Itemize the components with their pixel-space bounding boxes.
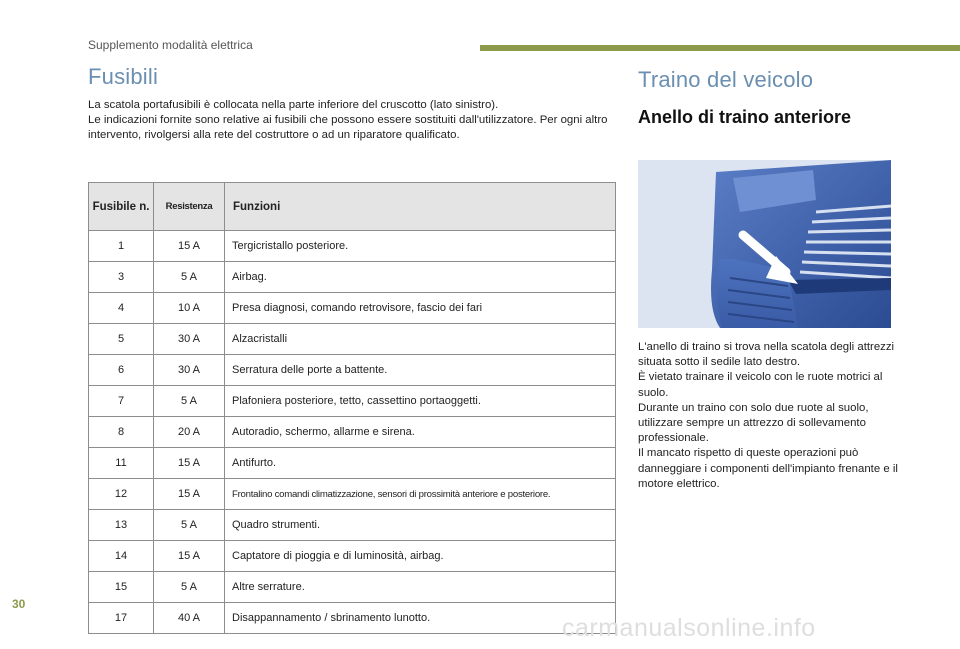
seat-underside-illustration bbox=[638, 160, 891, 328]
fuse-number-cell: 14 bbox=[89, 541, 154, 572]
function-cell: Frontalino comandi climatizzazione, sensori di prossimità anteriore e posteriore. bbox=[225, 479, 616, 510]
intro-paragraph: Le indicazioni fornite sono relative ai fusibili che possono essere sostituiti dall'utilizzatore. Per ogni altro intervento, rivolgersi alla rete del costruttore o ad un riparatore qualificato. bbox=[88, 114, 608, 141]
table-row bbox=[89, 386, 616, 417]
table-row bbox=[89, 293, 616, 324]
section-header: Supplemento modalità elettrica bbox=[88, 38, 253, 52]
function-cell: Serratura delle porte a battente. bbox=[225, 355, 616, 386]
resistance-cell: 40 A bbox=[154, 603, 225, 634]
table-row bbox=[89, 355, 616, 386]
resistance-cell: 5 A bbox=[154, 386, 225, 417]
fuse-number-cell: 17 bbox=[89, 603, 154, 634]
fuse-number-cell: 5 bbox=[89, 324, 154, 355]
fuse-number-cell: 7 bbox=[89, 386, 154, 417]
function-cell: Disappannamento / sbrinamento lunotto. bbox=[225, 603, 616, 634]
header-fuse-number: Fusibile n. bbox=[89, 183, 154, 231]
header-accent-bar bbox=[480, 45, 960, 51]
resistance-cell: 5 A bbox=[154, 510, 225, 541]
table-row bbox=[89, 448, 616, 479]
traino-subtitle: Anello di traino anteriore bbox=[638, 107, 852, 127]
function-cell: Captatore di pioggia e di luminosità, airbag. bbox=[225, 541, 616, 572]
function-cell: Quadro strumenti. bbox=[225, 510, 616, 541]
table-row bbox=[89, 324, 616, 355]
traino-description bbox=[638, 340, 898, 492]
table-row bbox=[89, 262, 616, 293]
resistance-cell: 15 A bbox=[154, 541, 225, 572]
header-resistance: Resistenza bbox=[154, 183, 225, 231]
table-row bbox=[89, 572, 616, 603]
intro-paragraph: La scatola portafusibili è collocata nella parte inferiore del cruscotto (lato sinistro). bbox=[88, 99, 499, 111]
desc-paragraph: Durante un traino con solo due ruote al suolo, utilizzare sempre un attrezzo di sollevamento professionale. bbox=[638, 401, 869, 445]
fusibili-intro bbox=[88, 98, 618, 143]
table-header-row bbox=[89, 183, 616, 231]
fuse-number-cell: 13 bbox=[89, 510, 154, 541]
watermark: carmanualsonline.info bbox=[562, 614, 816, 642]
resistance-cell: 30 A bbox=[154, 355, 225, 386]
fuse-number-cell: 15 bbox=[89, 572, 154, 603]
function-cell: Antifurto. bbox=[225, 448, 616, 479]
function-cell: Altre serrature. bbox=[225, 572, 616, 603]
traino-title: Traino del veicolo bbox=[638, 67, 814, 92]
fuse-number-cell: 12 bbox=[89, 479, 154, 510]
table-row bbox=[89, 603, 616, 634]
fuse-number-cell: 1 bbox=[89, 231, 154, 262]
resistance-cell: 5 A bbox=[154, 262, 225, 293]
function-cell: Presa diagnosi, comando retrovisore, fascio dei fari bbox=[225, 293, 616, 324]
fuse-number-cell: 11 bbox=[89, 448, 154, 479]
table-row bbox=[89, 231, 616, 262]
header-functions: Funzioni bbox=[225, 183, 616, 231]
resistance-cell: 20 A bbox=[154, 417, 225, 448]
resistance-cell: 5 A bbox=[154, 572, 225, 603]
table-row bbox=[89, 510, 616, 541]
resistance-cell: 15 A bbox=[154, 479, 225, 510]
desc-paragraph: Il mancato rispetto di queste operazioni può danneggiare i componenti dell'impianto frenante e il motore elettrico. bbox=[638, 447, 898, 490]
resistance-cell: 30 A bbox=[154, 324, 225, 355]
fuse-number-cell: 8 bbox=[89, 417, 154, 448]
fuse-number-cell: 3 bbox=[89, 262, 154, 293]
table-row bbox=[89, 417, 616, 448]
tow-ring-location-illustration bbox=[638, 160, 891, 328]
desc-paragraph: L'anello di traino si trova nella scatola degli attrezzi situata sotto il sedile lato destro. bbox=[638, 341, 895, 369]
fuse-number-cell: 4 bbox=[89, 293, 154, 324]
function-cell: Alzacristalli bbox=[225, 324, 616, 355]
fuse-table bbox=[88, 182, 616, 634]
function-cell: Plafoniera posteriore, tetto, cassettino portaoggetti. bbox=[225, 386, 616, 417]
resistance-cell: 10 A bbox=[154, 293, 225, 324]
function-cell: Tergicristallo posteriore. bbox=[225, 231, 616, 262]
resistance-cell: 15 A bbox=[154, 231, 225, 262]
table-row bbox=[89, 479, 616, 510]
fuse-number-cell: 6 bbox=[89, 355, 154, 386]
function-cell: Airbag. bbox=[225, 262, 616, 293]
desc-paragraph: È vietato trainare il veicolo con le ruote motrici al suolo. bbox=[638, 371, 883, 399]
fusibili-title: Fusibili bbox=[88, 64, 159, 89]
function-cell: Autoradio, schermo, allarme e sirena. bbox=[225, 417, 616, 448]
resistance-cell: 15 A bbox=[154, 448, 225, 479]
page-number: 30 bbox=[12, 597, 26, 611]
table-row bbox=[89, 541, 616, 572]
